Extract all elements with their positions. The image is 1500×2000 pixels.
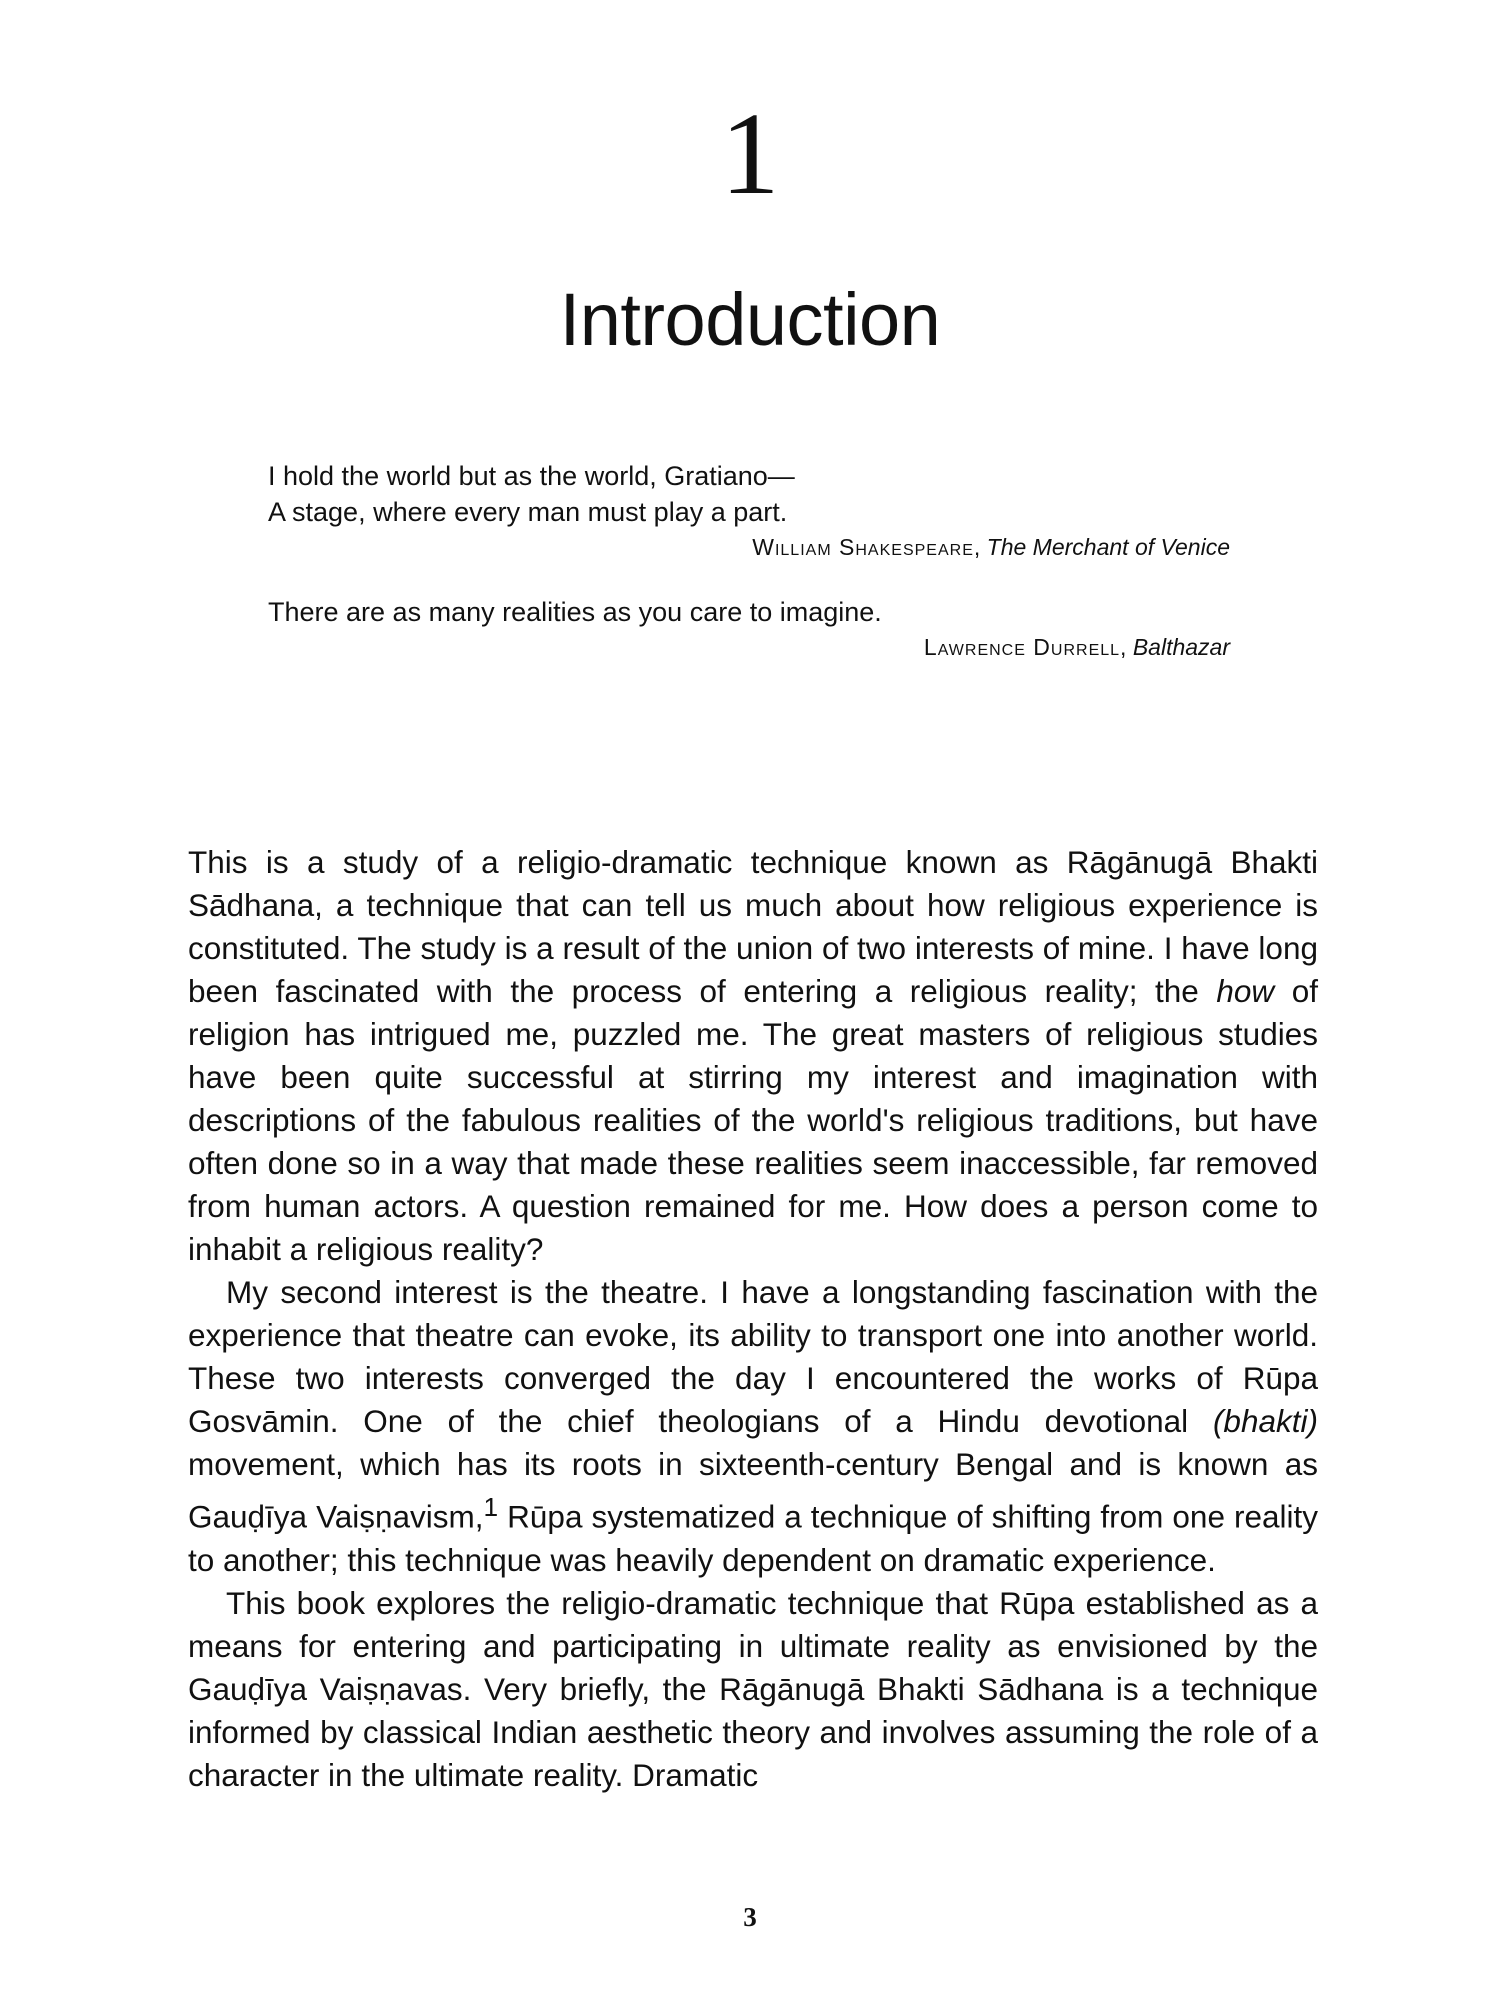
- page-number: 3: [743, 1902, 757, 1932]
- paragraph: [188, 841, 1318, 1271]
- epigraph-author: William Shakespeare: [752, 534, 974, 560]
- chapter-title: Introduction: [559, 278, 941, 361]
- epigraph-attribution: Lawrence Durrell, Balthazar: [923, 634, 1230, 660]
- epigraph-durrell: [268, 594, 1230, 664]
- epigraph-line: There are as many realities as you care to imagine.: [268, 597, 882, 627]
- emphasis: (bhakti): [1212, 1403, 1318, 1439]
- epigraph-work: The Merchant of Venice: [986, 534, 1230, 560]
- text-run: My second interest is the theatre. I have a longstanding fascination with the experience that theatre can evoke, its ability to transport one into another world. These two interests converged the day I encountered the works of Rūpa Gosvāmin. One of the chief theologians of a Hindu devotional: [188, 1274, 1318, 1439]
- epigraph-line: A stage, where every man must play a part.: [268, 497, 788, 527]
- text-run: movement, which has its roots in sixteenth-century Bengal and is known as Gauḍīya Vaiṣṇavism,: [188, 1446, 1318, 1535]
- text-run: This book explores the religio-dramatic technique that Rūpa established as a means for entering and participating in ultimate reality as envisioned by the Gauḍīya Vaiṣṇavas. Very briefly, the Rāgānugā Bhakti Sādhana is a technique informed by classical Indian aesthetic theory and involves assuming the role of a character in the ultimate reality. Dramatic: [188, 1584, 1318, 1793]
- paragraph: [188, 1582, 1318, 1797]
- chapter-number: 1: [720, 88, 780, 219]
- emphasis: how: [1216, 973, 1275, 1009]
- text-run: This is a study of a religio-dramatic technique known as Rāgānugā Bhakti Sādhana, a technique that can tell us much about how religious experience is constituted. The study is a result of the union of two interests of mine. I have long been fascinated with the process of entering a religious reality; the: [188, 844, 1318, 1009]
- paragraph: [188, 1271, 1318, 1582]
- epigraph-line: I hold the world but as the world, Gratiano—: [268, 461, 795, 491]
- text-run: of religion has intrigued me, puzzled me. The great masters of religious studies have been quite successful at stirring my interest and imagination with descriptions of the fabulous realities of the world's religious traditions, but have often done so in a way that made these realities seem inaccessible, far removed from human actors. A question remained for me. How does a person come to inhabit a religious reality?: [188, 973, 1318, 1267]
- text-run: Rūpa systematized a technique of shifting from one reality to another; this technique was heavily dependent on dramatic experience.: [188, 1498, 1318, 1578]
- body-text: [188, 841, 1318, 1797]
- epigraph-shakespeare: [268, 458, 1230, 564]
- epigraph-author: Lawrence Durrell: [923, 634, 1121, 660]
- epigraph-work: Balthazar: [1132, 634, 1230, 660]
- epigraph-attribution: William Shakespeare, The Merchant of Venice: [752, 534, 1230, 560]
- footnote-marker[interactable]: 1: [483, 1492, 499, 1522]
